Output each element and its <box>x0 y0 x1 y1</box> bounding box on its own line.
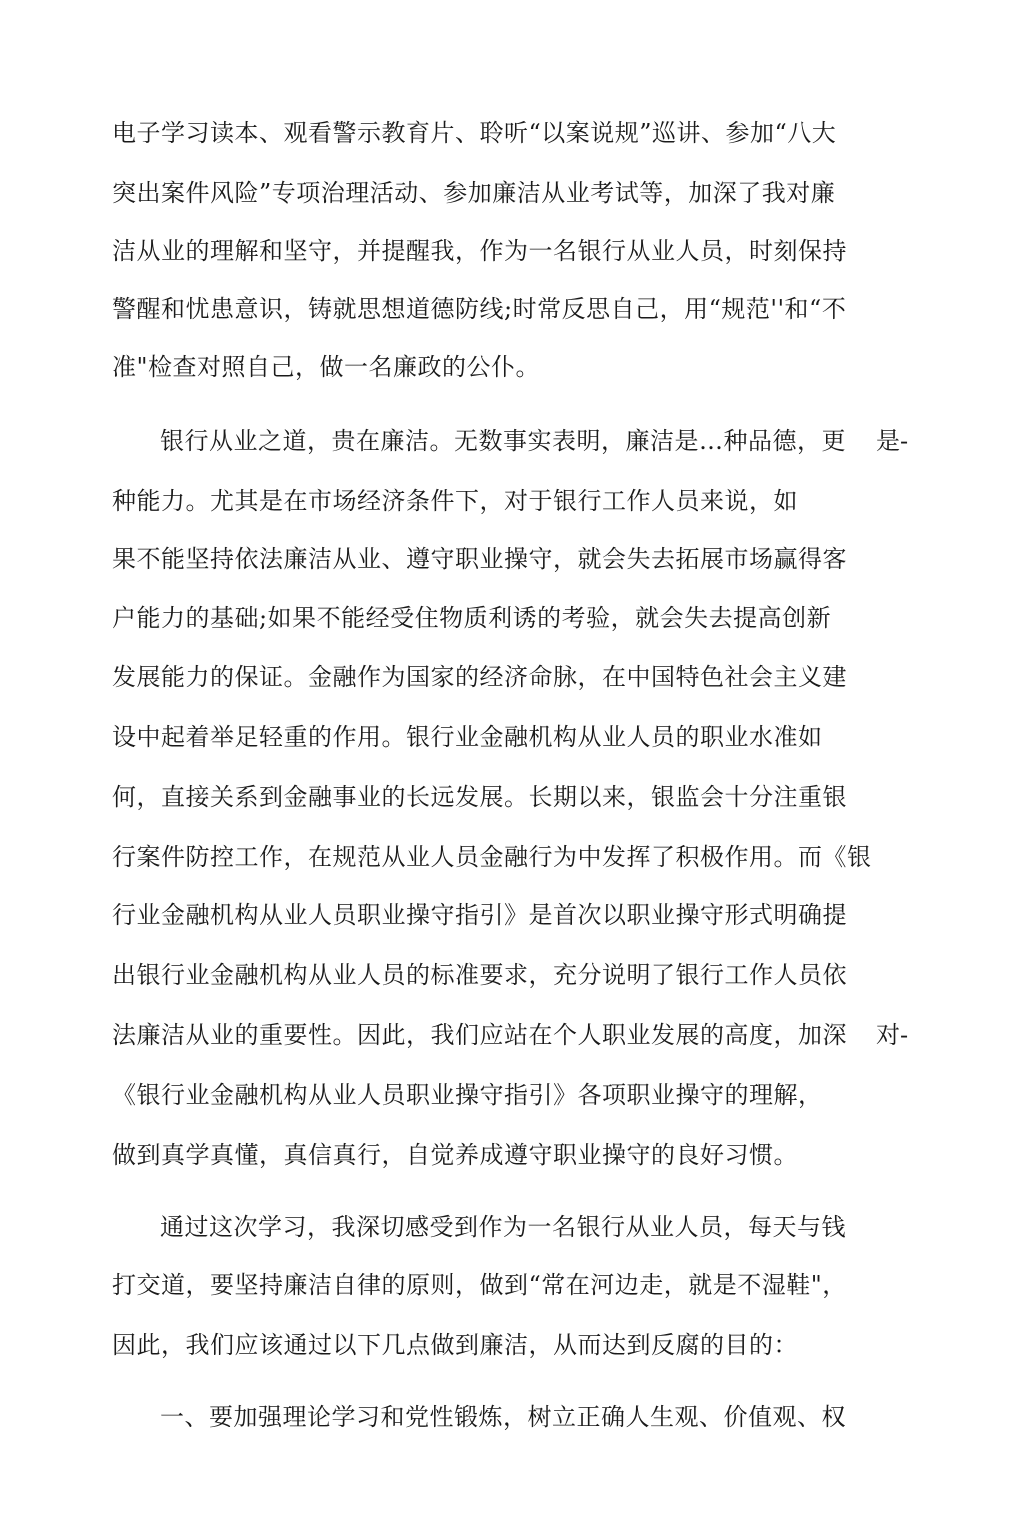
text-line: 做到真学真懂，真信真行，自觉养成遵守职业操守的良好习惯。 <box>112 1141 798 1169</box>
text-line: 行案件防控工作，在规范从业人员金融行为中发挥了积极作用。而《银 <box>112 843 872 871</box>
text-line: 准"检查对照自己，做一名廉政的公仆。 <box>112 353 541 381</box>
text-line: 打交道，要坚持廉洁自律的原则，做到“常在河边走，就是不湿鞋"， <box>112 1271 847 1299</box>
text-line: 电子学习读本、观看警示教育片、聆听“以案说规”巡讲、参加“八大 <box>112 119 837 147</box>
text-line: 洁从业的理解和坚守，并提醒我，作为一名银行从业人员，时刻保持 <box>112 237 847 265</box>
paragraph-first-line: 银行从业之道，贵在廉洁。无数事实表明，廉洁是…种品德，更 <box>160 427 846 455</box>
text-line: 法廉洁从业的重要性。因此，我们应站在个人职业发展的高度，加深 <box>112 1021 847 1049</box>
text-line: 户能力的基础;如果不能经受住物质利诱的考验，就会失去提高创新 <box>112 604 832 632</box>
line-end-fragment: 对- <box>876 1021 909 1049</box>
text-line: 行业金融机构从业人员职业操守指引》是首次以职业操守形式明确提 <box>112 901 847 929</box>
text-line: 出银行业金融机构从业人员的标准要求，充分说明了银行工作人员依 <box>112 961 847 989</box>
text-line: 警醒和忧患意识，铸就思想道德防线;时常反思自己，用“规范''和“不 <box>112 295 847 323</box>
text-line: 突出案件风险”专项治理活动、参加廉洁从业考试等，加深了我对廉 <box>112 179 836 207</box>
paragraph-first-line: 通过这次学习，我深切感受到作为一名银行从业人员，每天与钱 <box>160 1213 846 1241</box>
paragraph-first-line: 一、要加强理论学习和党性锻炼，树立正确人生观、价值观、权 <box>160 1403 846 1431</box>
text-line: 何，直接关系到金融事业的长远发展。长期以来，银监会十分注重银 <box>112 783 847 811</box>
text-line: 果不能坚持依法廉洁从业、遵守职业操守，就会失去拓展市场赢得客 <box>112 545 847 573</box>
text-line: 因此，我们应该通过以下几点做到廉洁，从而达到反腐的目的： <box>112 1331 798 1359</box>
text-line: 设中起着举足轻重的作用。银行业金融机构从业人员的职业水准如 <box>112 723 823 751</box>
text-line: 种能力。尤其是在市场经济条件下，对于银行工作人员来说，如 <box>112 487 798 515</box>
text-line: 发展能力的保证。金融作为国家的经济命脉，在中国特色社会主义建 <box>112 663 847 691</box>
text-line: 《银行业金融机构从业人员职业操守指引》各项职业操守的理解， <box>112 1081 823 1109</box>
line-end-fragment: 是- <box>876 427 909 455</box>
